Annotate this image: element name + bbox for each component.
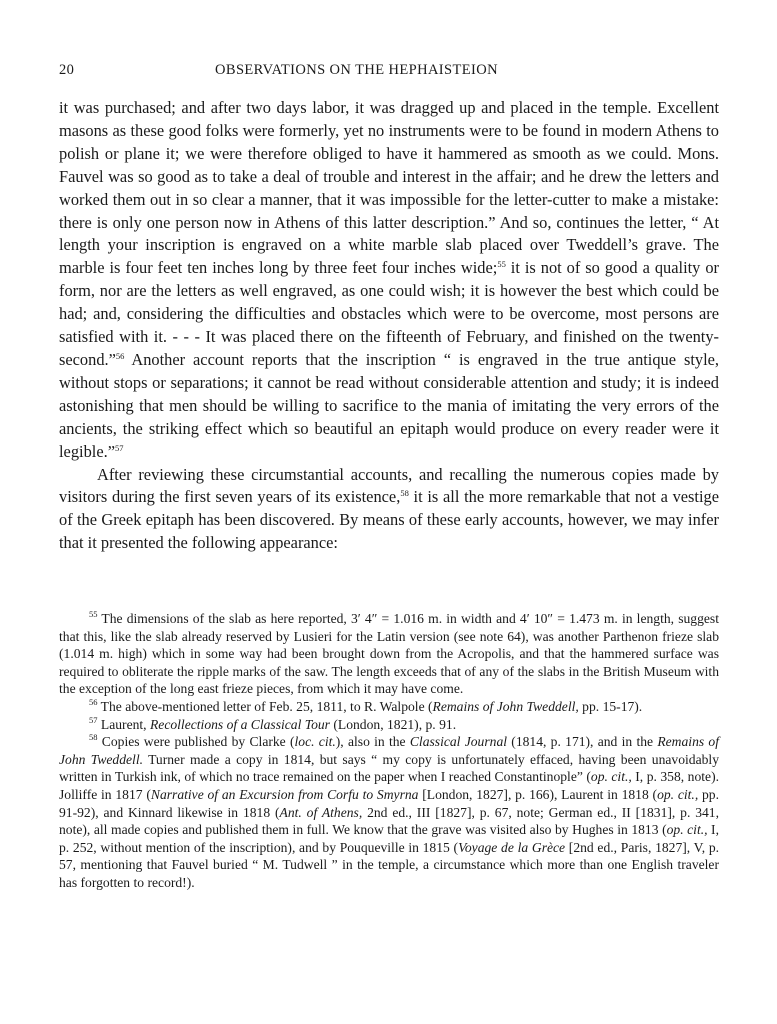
footnote-ref-55[interactable]: 55 (497, 259, 506, 270)
footnote-56 (59, 698, 719, 716)
footnote-ref-57[interactable]: 57 (114, 442, 124, 453)
footnote-text: Laurent, (100, 716, 150, 732)
footnote-55 (59, 610, 719, 698)
footnote-text: I, p. 252, without mention of the inscription), and by Pouqueville in 1815 ( (59, 822, 719, 855)
footnote-text: (London, 1821), p. 91. (329, 716, 457, 732)
footnotes (59, 610, 719, 892)
text-run: it was purchased; and after two days labor, it was dragged up and placed in the temple. Excellent masons as these good folks were formerly, yet no instruments were to be found in modern Athens to polish or plane it; we were therefore obliged to have it hammered as smooth as we could. Mons. Fauvel was so good as to take a deal of trouble and interest in the affair; and he drew the letters and worked them out in so clear a manner, that it was impossible for the letter-cutter to make a mistake: there is only one person now in Athens of this latter description.” And so, continues the letter, “ At length your inscription is engraved on a white marble slab placed over Tweddell’s grave. The marble is four feet ten inches long by three feet four inches wide; (59, 98, 719, 278)
footnote-italic: Narrative of an Excursion from Corfu to Smyrna (150, 786, 419, 802)
footnote-text: Copies were published by Clarke ( (101, 734, 295, 750)
text-run: Another account reports that the inscription “ is engraved in the true antique style, without stops or separations; it cannot be read without considerable attention and study; it is indeed astonishing that men should be willing to sacrifice to the mania of imitating the very errors of the ancients, the striking effect which so beautiful an epitaph would produce on every reader were it legible.” (59, 349, 719, 461)
footnote-italic: loc. cit. (294, 734, 336, 750)
footnote-ref-58[interactable]: 58 (400, 488, 409, 499)
footnote-number: 55 (89, 609, 98, 619)
footnote-italic: Recollections of a Classical Tour (149, 716, 330, 732)
footnote-58 (59, 733, 719, 891)
paragraph (59, 97, 719, 464)
footnote-text: I, p. 358, note). Jolliffe in 1817 ( (59, 769, 719, 802)
footnote-number: 57 (89, 714, 98, 725)
footnote-text: Turner made a copy in 1814, but says “ my copy is unfortunately effaced, having been unavoidably written in Turkish ink, of which no trace remained on the paper when I reached Constantinople” ( (59, 751, 719, 785)
text-run: it is not of so good a quality or form, nor are the letters as well engraved, as one could wish; it is however the best which could be had; and, considering the difficulties and obstacles which were to be overcome, most persons are satisfied with it. - - - It was placed there on the fifteenth of February, and finished on the twenty-second.” (59, 258, 719, 369)
footnote-text: [2nd ed., Paris, 1827], V, p. 57, mentioning that Fauvel buried “ M. Tudwell ” in the temple, a circumstance which more than one English traveler has forgotten to record!). (59, 839, 720, 890)
page-number: 20 (59, 62, 75, 78)
footnote-italic: Remains of John Tweddell, (432, 698, 579, 714)
footnote-italic: Voyage de la Grèce (458, 839, 566, 855)
footnote-text: The above-mentioned letter of Feb. 25, 1811, to R. Walpole ( (100, 698, 433, 714)
footnote-italic: Ant. of Athens, (279, 804, 363, 820)
running-title: OBSERVATIONS ON THE HEPHAISTEION (215, 62, 498, 78)
text-run: After reviewing these circumstantial accounts, and recalling the numerous copies made by visitors during the first seven years of its existence, (59, 464, 719, 507)
footnote-text: ), also in the (335, 734, 410, 750)
footnote-ref-56[interactable]: 56 (115, 350, 125, 361)
footnote-italic: op. cit., (666, 822, 708, 838)
footnote-italic: Remains of John Tweddell. (59, 734, 719, 767)
footnote-text: [London, 1827], p. 166), Laurent in 1818 ( (418, 786, 658, 802)
text-run: it is all the more remarkable that not a vestige of the Greek epitaph has been discovered. By means of these early accounts, however, we may infer that it presented the following appearance: (59, 487, 719, 553)
footnote-text: pp. 15-17). (578, 698, 643, 714)
footnote-italic: op. cit., (590, 769, 632, 785)
footnote-57 (59, 716, 719, 734)
paragraph (59, 464, 719, 556)
footnote-italic: op. cit., (657, 786, 699, 802)
footnote-italic: Classical Journal (409, 734, 508, 750)
footnote-number: 58 (89, 732, 98, 743)
footnote-text: (1814, p. 171), and in the (507, 734, 658, 750)
footnote-number: 56 (89, 696, 98, 707)
footnote-text: 2nd ed., III [1827], p. 67, note; German ed., II [1831], p. 341, note), all made copies and published them in full. We know that the grave was visited also by Hughes in 1813 ( (59, 804, 720, 838)
main-text (59, 97, 719, 555)
footnote-text: The dimensions of the slab as here reported, 3′ 4″ = 1.016 m. in width and 4′ 10″ = 1.473 m. in length, suggest that this, like the slab already reserved by Lusieri for the Latin version (see note 64), was another Parthenon frieze slab (1.014 m. high) which in some way had been brought down from the Acropolis, and that the hammered surface was required to obliterate the ripple marks of the saw. The length exceeds that of any of the slabs in the British Museum with the exception of the long east frieze pieces, from which it may have come. (59, 611, 719, 697)
footnote-text: pp. 91-92), and Kinnard likewise in 1818 ( (59, 786, 719, 820)
